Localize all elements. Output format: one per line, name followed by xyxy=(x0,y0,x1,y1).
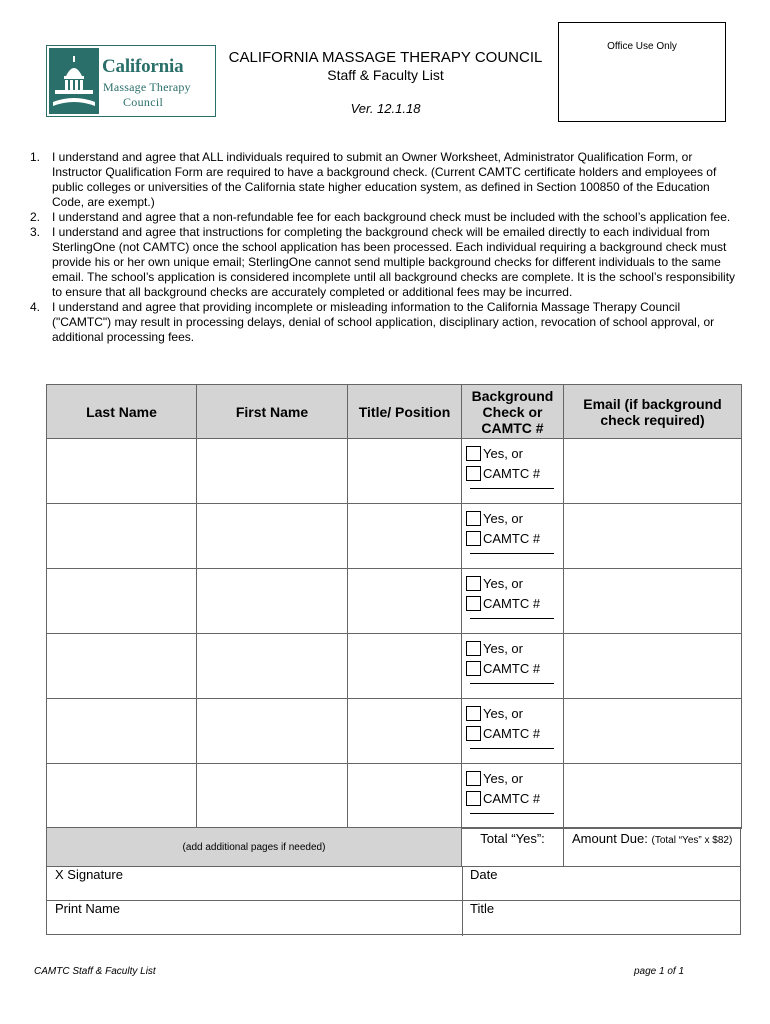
table-row xyxy=(47,764,742,829)
term-text: I understand and agree that a non-refundable fee for each background check must be included with the school’s application fee. xyxy=(52,210,731,224)
office-use-label: Office Use Only xyxy=(607,41,677,52)
amount-due-field[interactable] xyxy=(564,828,740,866)
add-pages-label: (add additional pages if needed) xyxy=(182,842,326,853)
email-cell[interactable] xyxy=(564,699,742,764)
form-subtitle: Staff & Faculty List xyxy=(327,67,444,83)
term-item xyxy=(30,300,740,345)
yes-checkbox[interactable] xyxy=(466,446,481,461)
form-title: CALIFORNIA MASSAGE THERAPY COUNCIL xyxy=(228,49,543,66)
term-text: I understand and agree that ALL individuals required to submit an Owner Worksheet, Administrator Qualification Form, or Instructor Qualification Form are required to have a background check. (Current CAMTC certificate holders and employees of public colleges or universities of the California state higher education system, as defined in Section 100850 of the Education Code, are exempt.) xyxy=(52,150,717,209)
yes-label: Yes, or xyxy=(483,705,523,721)
first-name-cell[interactable] xyxy=(197,699,348,764)
yes-checkbox[interactable] xyxy=(466,511,481,526)
first-name-cell[interactable] xyxy=(197,634,348,699)
first-name-cell[interactable] xyxy=(197,504,348,569)
footer-form-name: CAMTC Staff & Faculty List xyxy=(34,966,156,977)
office-use-box xyxy=(558,22,726,122)
table-row xyxy=(47,504,742,569)
signature-field[interactable] xyxy=(55,867,455,900)
first-name-cell[interactable] xyxy=(197,439,348,504)
term-number: 1. xyxy=(30,150,41,164)
title-cell[interactable] xyxy=(348,764,462,829)
camtc-number-line[interactable] xyxy=(470,553,554,554)
term-item xyxy=(30,150,740,210)
signature-label: X Signature xyxy=(55,867,123,882)
camtc-checkbox[interactable] xyxy=(466,661,481,676)
background-check-cell xyxy=(462,634,564,699)
yes-label: Yes, or xyxy=(483,640,523,656)
logo-line-3: Council xyxy=(123,95,164,109)
last-name-cell[interactable] xyxy=(47,569,197,634)
header-email: Email (if background check required) xyxy=(564,385,742,439)
yes-checkbox[interactable] xyxy=(466,771,481,786)
camtc-label: CAMTC # xyxy=(483,465,541,481)
camtc-label: CAMTC # xyxy=(483,660,541,676)
header-last-name: Last Name xyxy=(47,385,197,439)
camtc-checkbox[interactable] xyxy=(466,791,481,806)
term-number: 2. xyxy=(30,210,41,224)
camtc-label: CAMTC # xyxy=(483,790,541,806)
table-header-row xyxy=(47,385,742,439)
header-background-check: Background Check or CAMTC # xyxy=(462,385,564,439)
title-cell[interactable] xyxy=(348,569,462,634)
last-name-cell[interactable] xyxy=(47,439,197,504)
staff-table xyxy=(46,384,742,829)
camtc-number-line[interactable] xyxy=(470,748,554,749)
table-row xyxy=(47,569,742,634)
camtc-checkbox[interactable] xyxy=(466,726,481,741)
logo-line-1: California xyxy=(102,56,184,77)
background-check-cell xyxy=(462,699,564,764)
title-label: Title xyxy=(470,901,495,916)
term-item xyxy=(30,210,740,225)
print-name-field[interactable] xyxy=(55,901,455,934)
camtc-checkbox[interactable] xyxy=(466,466,481,481)
camtc-logo xyxy=(46,45,216,117)
title-cell[interactable] xyxy=(348,439,462,504)
yes-checkbox[interactable] xyxy=(466,641,481,656)
form-version: Ver. 12.1.18 xyxy=(350,101,421,116)
term-item xyxy=(30,225,740,300)
email-cell[interactable] xyxy=(564,504,742,569)
footer-page-number: page 1 of 1 xyxy=(634,966,685,977)
first-name-cell[interactable] xyxy=(197,569,348,634)
camtc-number-line[interactable] xyxy=(470,488,554,489)
background-check-cell xyxy=(462,439,564,504)
background-check-cell xyxy=(462,504,564,569)
yes-checkbox[interactable] xyxy=(466,706,481,721)
capitol-dome-icon xyxy=(49,48,99,114)
email-cell[interactable] xyxy=(564,634,742,699)
email-cell[interactable] xyxy=(564,569,742,634)
title-cell[interactable] xyxy=(348,699,462,764)
camtc-label: CAMTC # xyxy=(483,530,541,546)
amount-due-label: Amount Due: xyxy=(572,831,648,846)
camtc-number-line[interactable] xyxy=(470,683,554,684)
header-title-position: Title/ Position xyxy=(348,385,462,439)
amount-due-note: (Total “Yes” x $82) xyxy=(651,835,733,846)
table-row xyxy=(47,439,742,504)
title-cell[interactable] xyxy=(348,634,462,699)
camtc-number-line[interactable] xyxy=(470,813,554,814)
table-row xyxy=(47,699,742,764)
last-name-cell[interactable] xyxy=(47,764,197,829)
yes-checkbox[interactable] xyxy=(466,576,481,591)
camtc-label: CAMTC # xyxy=(483,595,541,611)
date-field[interactable] xyxy=(470,867,730,900)
total-yes-field[interactable] xyxy=(462,828,564,866)
yes-label: Yes, or xyxy=(483,770,523,786)
logo-line-2: Massage Therapy xyxy=(103,80,191,94)
yes-label: Yes, or xyxy=(483,575,523,591)
term-text: I understand and agree that providing incomplete or misleading information to the California Massage Therapy Council ("CAMTC") may result in processing delays, denial of school application, disciplinary action, revocation of school approval, or additional processing fees. xyxy=(52,300,715,344)
title-field[interactable] xyxy=(470,901,730,934)
camtc-number-line[interactable] xyxy=(470,618,554,619)
date-label: Date xyxy=(470,867,498,882)
header-first-name: First Name xyxy=(197,385,348,439)
title-cell[interactable] xyxy=(348,504,462,569)
camtc-checkbox[interactable] xyxy=(466,596,481,611)
first-name-cell[interactable] xyxy=(197,764,348,829)
total-yes-label: Total “Yes”: xyxy=(480,831,545,846)
table-row xyxy=(47,634,742,699)
email-cell[interactable] xyxy=(564,439,742,504)
camtc-checkbox[interactable] xyxy=(466,531,481,546)
yes-label: Yes, or xyxy=(483,510,523,526)
signature-block xyxy=(46,827,741,935)
term-number: 3. xyxy=(30,225,41,239)
add-pages-note xyxy=(47,828,462,866)
terms-list xyxy=(30,150,740,345)
last-name-cell[interactable] xyxy=(47,699,197,764)
camtc-label: CAMTC # xyxy=(483,725,541,741)
divider xyxy=(462,866,463,936)
email-cell[interactable] xyxy=(564,764,742,829)
last-name-cell[interactable] xyxy=(47,504,197,569)
term-text: I understand and agree that instructions for completing the background check will be emailed directly to each individual from SterlingOne (not CAMTC) once the school application has been processed. Each individual requiring a background check must provide his or her own unique email; SterlingOne cannot send multiple background checks for different individuals to the same email. The school’s application is considered incomplete until all background checks are complete. It is the school’s responsibility to ensure that all background checks are accurately completed or additional fees may be incurred. xyxy=(52,225,736,299)
print-name-label: Print Name xyxy=(55,901,121,916)
last-name-cell[interactable] xyxy=(47,634,197,699)
term-number: 4. xyxy=(30,300,41,314)
background-check-cell xyxy=(462,569,564,634)
yes-label: Yes, or xyxy=(483,445,523,461)
background-check-cell xyxy=(462,764,564,829)
